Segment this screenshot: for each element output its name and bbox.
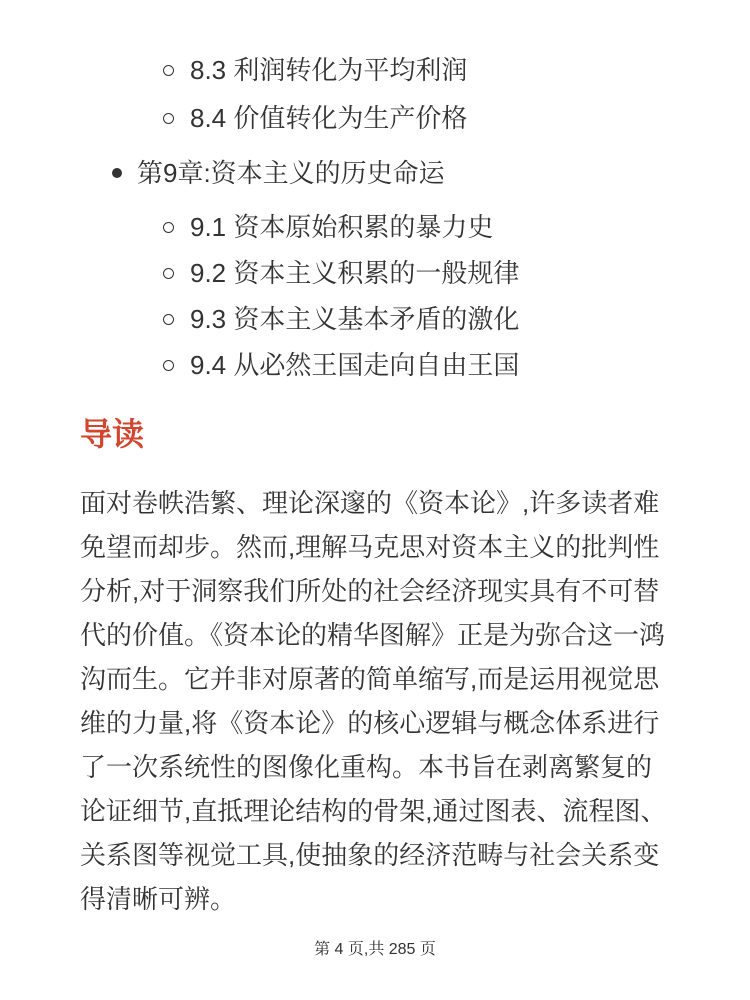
body-paragraph: 面对卷帙浩繁、理论深邃的《资本论》,许多读者难免望而却步。然而,理解马克思对资本主义的批判性分析,对于洞察我们所处的社会经济现实具有不可替代的价值。《资本论的精华图解》正是为弥合这一鸿沟而生。它并非对原著的简单缩写,而是运用视觉思维的力量,将《资本论》的核心逻辑与概念体系进行了一次系统性的图像化重构。本书旨在剥离繁复的论证细节,直抵理论结构的骨架,通过图表、流程图、关系图等视觉工具,使抽象的经济范畴与社会关系变得清晰可辨。	[80, 487, 667, 914]
circle-bullet-icon	[163, 268, 174, 279]
circle-bullet-icon	[163, 314, 174, 325]
toc-item-label: 8.3 利润转化为平均利润	[190, 55, 468, 85]
toc-item-label: 9.1 资本原始积累的暴力史	[190, 212, 494, 242]
toc-item-label: 9.3 资本主义基本矛盾的激化	[190, 304, 520, 334]
section-heading: 导读	[80, 416, 145, 452]
toc-item	[80, 250, 672, 296]
toc-item-label: 9.4 从必然王国走向自由王国	[190, 350, 520, 380]
toc-item-label: 9.2 资本主义积累的一般规律	[190, 258, 520, 288]
circle-bullet-icon	[163, 222, 174, 233]
toc-chapter-item	[80, 148, 672, 198]
circle-bullet-icon	[163, 360, 174, 371]
toc-item	[80, 342, 672, 388]
toc-item	[80, 204, 672, 250]
circle-bullet-icon	[163, 113, 174, 124]
toc-item	[80, 46, 672, 94]
toc-item-label: 8.4 价值转化为生产价格	[190, 103, 468, 133]
toc-item-label: 第9章:资本主义的历史命运	[137, 158, 445, 188]
disc-bullet-icon	[112, 168, 122, 178]
circle-bullet-icon	[163, 65, 174, 76]
toc-item	[80, 94, 672, 142]
page-indicator: 第 4 页,共 285 页	[314, 941, 436, 958]
table-of-contents	[80, 0, 672, 388]
toc-item	[80, 296, 672, 342]
